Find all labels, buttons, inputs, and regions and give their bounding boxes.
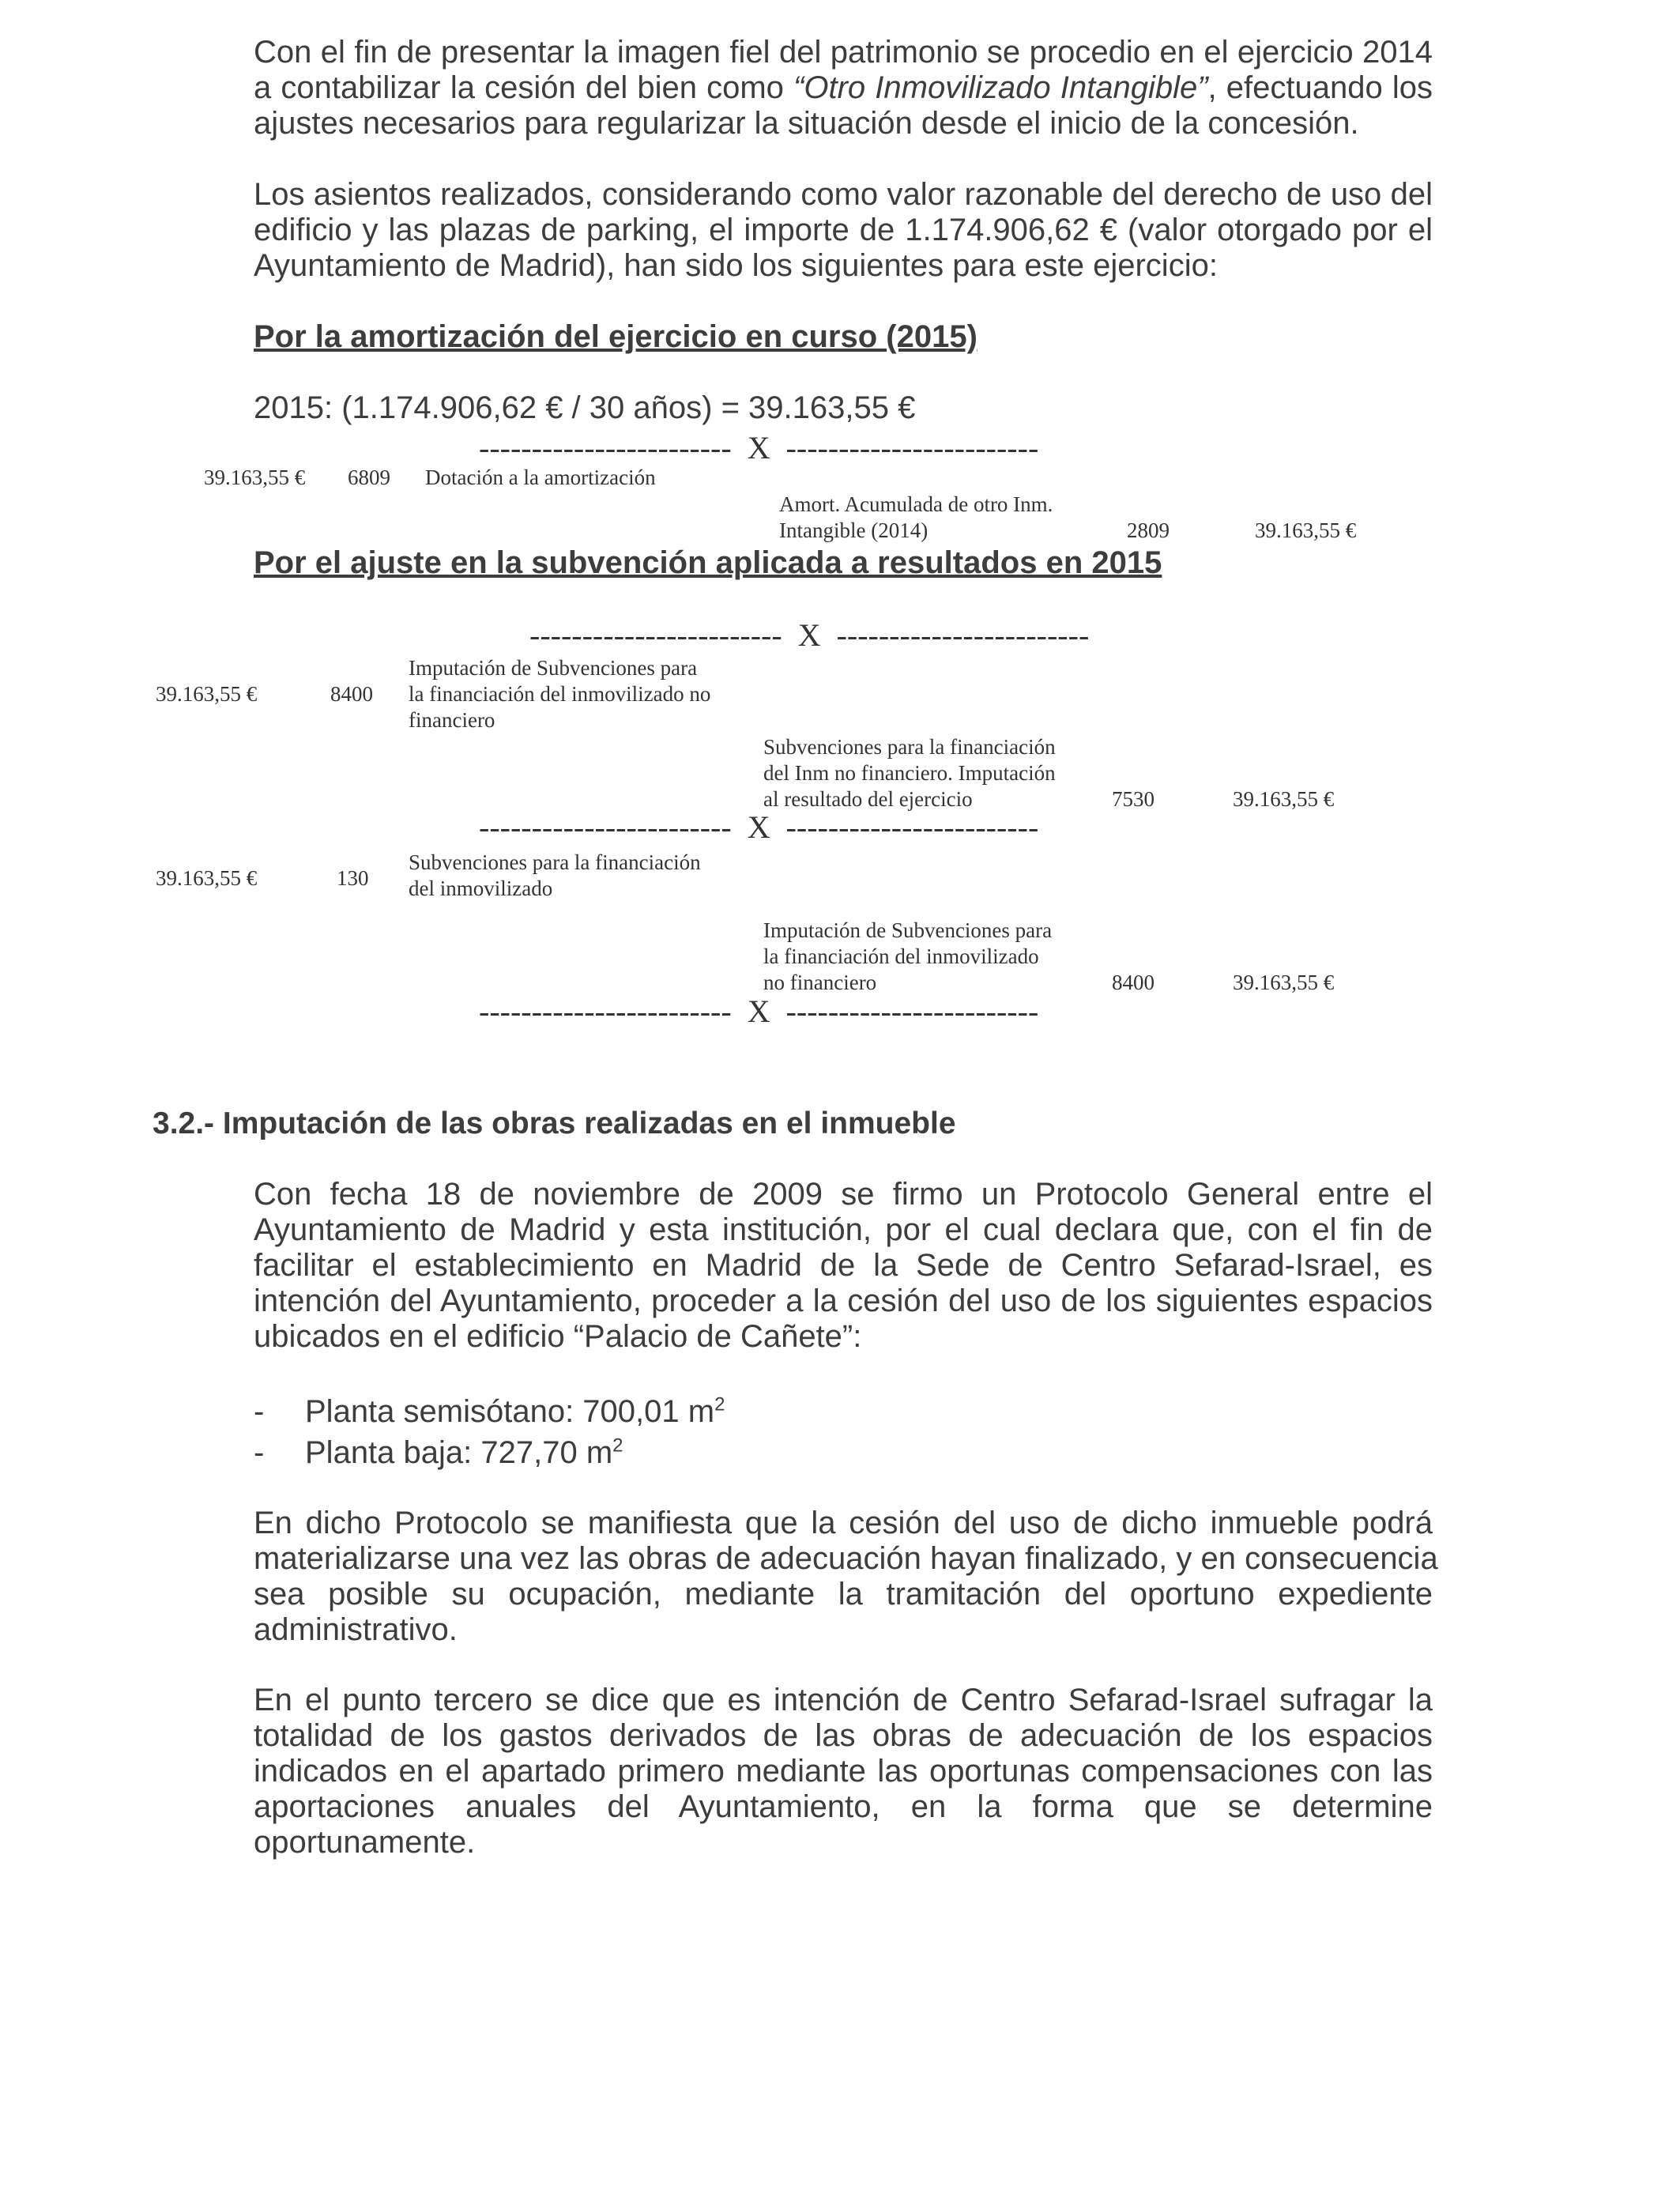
text-line: En el punto tercero se dice que es intención de Centro Sefarad-Israel sufragar la — [254, 1683, 1433, 1717]
text-line: Ayuntamiento de Madrid y esta institución, por el cual declara que, con el fin de — [254, 1212, 1433, 1247]
text-line: Con fecha 18 de noviembre de 2009 se firmo un Protocolo General entre el — [254, 1177, 1433, 1212]
intro-paragraph-2 — [254, 177, 1433, 284]
superscript: 2 — [714, 1393, 725, 1416]
text-line: indicados en el apartado primero mediante las oportunas compensaciones con las — [254, 1754, 1433, 1789]
section-paragraph-2 — [254, 1506, 1438, 1648]
bullet-dash: - — [254, 1394, 265, 1429]
credit-concept-line: Intangible (2014) — [779, 518, 929, 542]
text-line: totalidad de los gastos derivados de las obras de adecuación de los espacios — [254, 1718, 1433, 1753]
credit-concept-line: Amort. Acumulada de otro Inm. — [779, 492, 1053, 516]
bullet-text — [305, 1435, 623, 1471]
entry-separator: ------------------------ X ------------------------ — [479, 430, 1039, 466]
text-line — [254, 70, 1433, 106]
section-heading: 3.2.- Imputación de las obras realizadas en el inmueble — [153, 1106, 956, 1140]
text-line: intención del Ayuntamiento, proceder a la cesión del uso de los siguientes espacios — [254, 1284, 1433, 1318]
credit-account: 2809 — [1127, 518, 1170, 542]
debit-amount: 39.163,55 € — [156, 866, 258, 890]
credit-amount: 39.163,55 € — [1233, 971, 1335, 994]
credit-amount: 39.163,55 € — [1233, 787, 1335, 811]
text-fragment: a contabilizar la cesión del bien como — [254, 70, 794, 105]
credit-concept-line: del Inm no financiero. Imputación — [763, 761, 1056, 785]
text-line: En dicho Protocolo se manifiesta que la cesión del uso de dicho inmueble podrá — [254, 1506, 1433, 1540]
text-line: Los asientos realizados, considerando como valor razonable del derecho de uso del — [254, 177, 1433, 212]
text-line: materializarse una vez las obras de adecuación hayan finalizado, y en consecuencia — [254, 1541, 1438, 1576]
credit-account: 7530 — [1112, 787, 1155, 811]
debit-account: 130 — [337, 866, 369, 890]
intro-paragraph-1 — [254, 35, 1433, 141]
debit-account: 8400 — [330, 682, 373, 706]
credit-concept-line: al resultado del ejercicio — [763, 787, 973, 811]
entry-separator: ------------------------ X ------------------------ — [479, 809, 1039, 845]
section-paragraph-1 — [254, 1177, 1433, 1355]
superscript: 2 — [612, 1434, 623, 1457]
debit-concept-line: financiero — [409, 708, 495, 732]
credit-amount: 39.163,55 € — [1255, 518, 1357, 542]
text-line: aportaciones anuales del Ayuntamiento, en la forma que se determine — [254, 1789, 1433, 1824]
debit-concept-line: la financiación del inmovilizado no — [409, 682, 711, 706]
italic-term: “Otro Inmovilizado Intangible” — [793, 70, 1208, 105]
text-line: sea posible su ocupación, mediante la tramitación del oportuno expediente — [254, 1577, 1433, 1612]
text-line: administrativo. — [254, 1612, 458, 1647]
bullet-label: Planta semisótano: 700,01 m — [305, 1394, 715, 1429]
text-line: edificio y las plazas de parking, el importe de 1.174.906,62 € (valor otorgado por el — [254, 213, 1433, 247]
amortizacion-formula: 2015: (1.174.906,62 € / 30 años) = 39.163,55 € — [254, 390, 916, 425]
debit-amount: 39.163,55 € — [156, 682, 258, 706]
bullet-text — [305, 1394, 725, 1430]
entry-separator: ------------------------ X ------------------------ — [479, 993, 1039, 1029]
debit-concept-line: Imputación de Subvenciones para — [409, 656, 698, 680]
debit-amount: 39.163,55 € — [204, 466, 306, 489]
debit-concept: Dotación a la amortización — [425, 466, 656, 489]
text-line: Con el fin de presentar la imagen fiel del patrimonio se procedio en el ejercicio 2014 — [254, 35, 1433, 70]
debit-concept-line: del inmovilizado — [409, 876, 553, 900]
amortizacion-title: Por la amortización del ejercicio en curso (2015) — [254, 319, 977, 354]
list-item — [254, 1434, 623, 1471]
credit-concept-line: Imputación de Subvenciones para — [763, 918, 1053, 942]
text-fragment: , efectuando los — [1207, 70, 1433, 105]
list-item — [254, 1393, 725, 1430]
text-line: facilitar el establecimiento en Madrid de la Sede de Centro Sefarad-Israel, es — [254, 1248, 1433, 1283]
subvencion-title: Por el ajuste en la subvención aplicada a resultados en 2015 — [254, 545, 1162, 580]
text-line: ubicados en el edificio “Palacio de Cañete”: — [254, 1319, 862, 1354]
entry-separator: ------------------------ X ------------------------ — [529, 617, 1090, 653]
text-line: ajustes necesarios para regularizar la situación desde el inicio de la concesión. — [254, 106, 1359, 141]
section-paragraph-3 — [254, 1683, 1433, 1860]
text-line: Ayuntamiento de Madrid), han sido los siguientes para este ejercicio: — [254, 248, 1218, 283]
credit-concept-line: la financiación del inmovilizado — [763, 944, 1039, 968]
credit-concept-line: Subvenciones para la financiación — [763, 735, 1056, 759]
debit-account: 6809 — [348, 466, 390, 489]
credit-concept-line: no financiero — [763, 971, 877, 994]
bullet-dash: - — [254, 1435, 265, 1470]
debit-concept-line: Subvenciones para la financiación — [409, 850, 701, 874]
credit-account: 8400 — [1112, 971, 1155, 994]
bullet-label: Planta baja: 727,70 m — [305, 1435, 613, 1470]
text-line: oportunamente. — [254, 1825, 476, 1860]
